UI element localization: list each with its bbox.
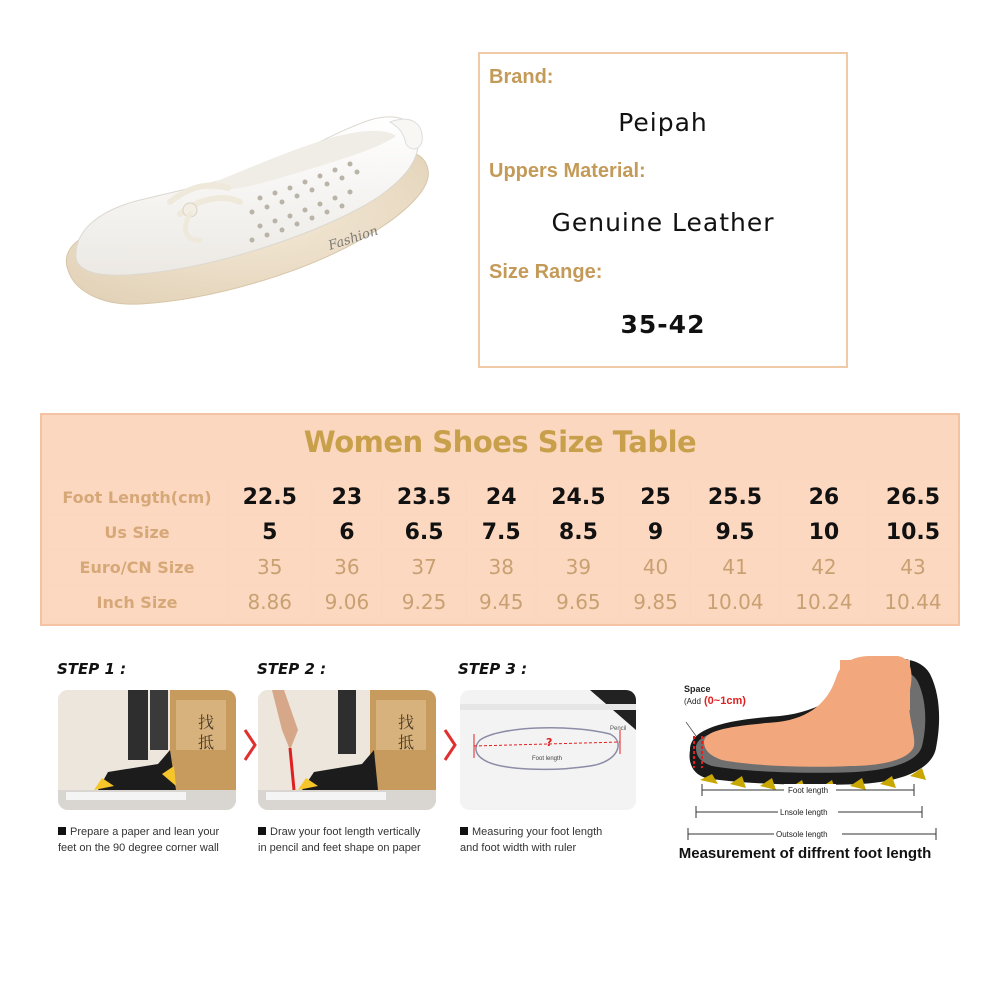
step-1-arrow-icon (243, 728, 257, 762)
table-cell: 37 (383, 551, 464, 583)
insole-length-label: Lnsole length (780, 808, 828, 817)
table-cell: 5 (229, 516, 310, 548)
shoe-logo-text: Fashion (326, 223, 381, 254)
table-cell: 42 (781, 551, 867, 583)
step-2-photo (258, 690, 436, 810)
step-1-title: STEP 1 : (57, 660, 127, 678)
brand-value: Peipah (618, 108, 708, 137)
table-cell: 9.65 (538, 586, 619, 618)
table-cell: 24 (468, 481, 535, 513)
us-size-row (48, 516, 956, 548)
row-header: Foot Length(cm) (48, 481, 226, 513)
step-2-caption-line2: in pencil and feet shape on paper (258, 842, 421, 854)
step-3-ruler-label: Foot length (532, 756, 563, 762)
step-2-caption-line1: Draw your foot length vertically (270, 826, 421, 838)
foot-diagram-caption: Measurement of diffrent foot length (678, 845, 932, 862)
size-table (40, 413, 960, 626)
step-2-arrow-icon (443, 728, 457, 762)
outsole-length-label: Outsole length (776, 830, 828, 839)
table-cell: 35 (229, 551, 310, 583)
table-cell: 9.5 (692, 516, 778, 548)
bullet-icon (460, 827, 468, 835)
foot-measurement-diagram (660, 650, 960, 850)
bullet-icon (58, 827, 66, 835)
table-cell: 9.25 (383, 586, 464, 618)
table-cell: 39 (538, 551, 619, 583)
table-cell: 38 (468, 551, 535, 583)
step-3-photo (460, 690, 636, 810)
space-detail-prefix: (Add (684, 697, 701, 706)
product-shoe-image (40, 90, 440, 330)
product-info-card (478, 52, 848, 368)
step-2-caption (258, 824, 458, 856)
brand-label: Brand: (489, 66, 554, 88)
step-3-title: STEP 3 : (458, 660, 528, 678)
bullet-icon (258, 827, 266, 835)
step-3-question-mark: ? (546, 736, 553, 749)
table-cell: 25 (622, 481, 689, 513)
table-cell: 41 (692, 551, 778, 583)
space-detail-value: (0~1cm) (704, 695, 746, 707)
table-cell: 6 (313, 516, 380, 548)
table-cell: 23.5 (383, 481, 464, 513)
size-table-title: Women Shoes Size Table (303, 425, 697, 459)
step-3-caption-line1: Measuring your foot length (472, 826, 603, 838)
material-value: Genuine Leather (551, 208, 775, 237)
table-cell: 6.5 (383, 516, 464, 548)
table-cell: 26 (781, 481, 867, 513)
table-cell: 8.5 (538, 516, 619, 548)
foot-length-row (48, 481, 956, 513)
table-cell: 10.5 (870, 516, 956, 548)
size-range-value: 35-42 (620, 310, 706, 339)
row-header: Us Size (48, 516, 226, 548)
table-cell: 9 (622, 516, 689, 548)
step-3-caption (460, 824, 660, 856)
row-header: Inch Size (48, 586, 226, 618)
table-cell: 26.5 (870, 481, 956, 513)
space-label: Space (684, 684, 711, 694)
svg-text:抵: 抵 (198, 733, 215, 752)
size-table-grid (45, 478, 959, 621)
table-cell: 25.5 (692, 481, 778, 513)
table-cell: 10.44 (870, 586, 956, 618)
foot-length-label: Foot length (788, 786, 829, 795)
table-cell: 9.85 (622, 586, 689, 618)
row-header: Euro/CN Size (48, 551, 226, 583)
table-cell: 8.86 (229, 586, 310, 618)
table-cell: 9.06 (313, 586, 380, 618)
svg-text:找: 找 (198, 713, 215, 732)
table-cell: 22.5 (229, 481, 310, 513)
table-cell: 43 (870, 551, 956, 583)
step-1-photo (58, 690, 236, 810)
svg-text:抵: 抵 (398, 733, 415, 752)
euro-cn-size-row (48, 551, 956, 583)
step-1-caption-line2: feet on the 90 degree corner wall (58, 842, 219, 854)
material-label: Uppers Material: (489, 160, 646, 182)
step-3-caption-line2: and foot width with ruler (460, 842, 577, 854)
step-2-title: STEP 2 : (257, 660, 327, 678)
svg-text:找: 找 (398, 713, 415, 732)
step-1-caption (58, 824, 258, 856)
table-cell: 7.5 (468, 516, 535, 548)
table-cell: 23 (313, 481, 380, 513)
table-cell: 9.45 (468, 586, 535, 618)
table-cell: 10 (781, 516, 867, 548)
step-1-caption-line1: Prepare a paper and lean your (70, 826, 220, 838)
size-range-label: Size Range: (489, 261, 603, 283)
table-cell: 10.04 (692, 586, 778, 618)
inch-size-row (48, 586, 956, 618)
step-3-pencil-label: Pencil (610, 726, 627, 732)
table-cell: 10.24 (781, 586, 867, 618)
table-cell: 36 (313, 551, 380, 583)
table-cell: 40 (622, 551, 689, 583)
table-cell: 24.5 (538, 481, 619, 513)
